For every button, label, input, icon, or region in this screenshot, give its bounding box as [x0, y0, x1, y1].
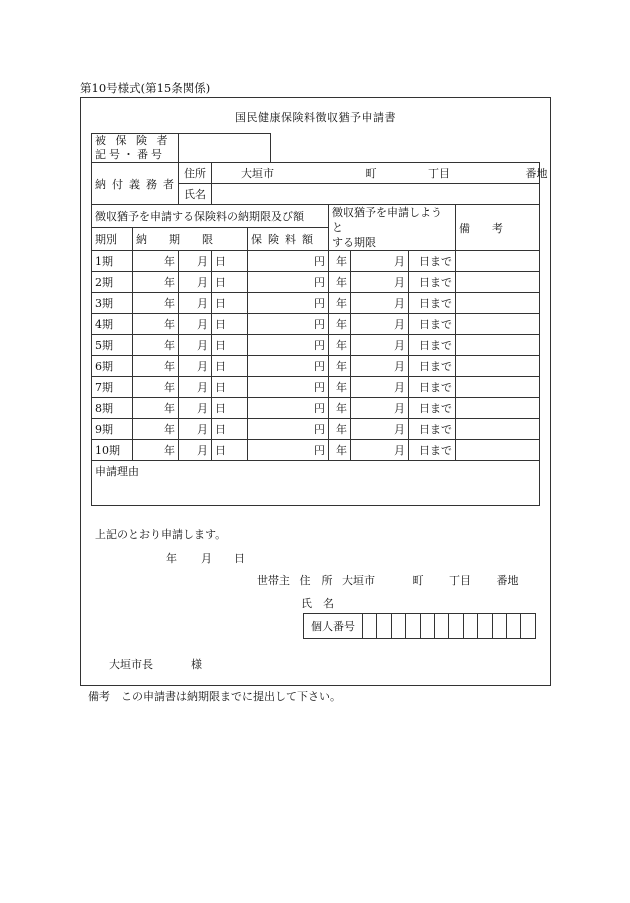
- personal-number-digit[interactable]: [507, 614, 521, 639]
- insured-number-label: 被 保 険 者 記号・番号: [92, 134, 179, 163]
- period-row: [92, 335, 540, 356]
- remarks-cell[interactable]: [456, 356, 540, 377]
- amount-cell[interactable]: 円: [248, 335, 329, 356]
- householder-label: 世帯主: [257, 574, 290, 587]
- householder-address[interactable]: 世帯主 住 所 大垣市 町 丁目 番地: [257, 574, 519, 587]
- deadline-month[interactable]: 月: [179, 377, 212, 398]
- period-label: 7期: [92, 377, 133, 398]
- period-label: 9期: [92, 419, 133, 440]
- deferral-month[interactable]: 月: [351, 398, 409, 419]
- form-number-header: 第10号様式(第15条関係): [80, 81, 211, 95]
- deadline-year[interactable]: 年: [133, 272, 179, 293]
- remarks-cell[interactable]: [456, 419, 540, 440]
- deferral-until[interactable]: 日まで: [409, 356, 456, 377]
- reason-field[interactable]: [92, 461, 540, 506]
- addressee: 大垣市長 様: [109, 658, 202, 671]
- application-table: [91, 133, 548, 506]
- deadline-day[interactable]: 日: [212, 440, 248, 461]
- deferral-until[interactable]: 日まで: [409, 419, 456, 440]
- amount-header: 保険料額: [248, 228, 329, 251]
- deferral-until[interactable]: 日まで: [409, 335, 456, 356]
- period-row: [92, 251, 540, 272]
- period-label: 2期: [92, 272, 133, 293]
- deadline-year[interactable]: 年: [133, 314, 179, 335]
- deferral-month[interactable]: 月: [351, 419, 409, 440]
- deferral-year[interactable]: 年: [329, 272, 351, 293]
- deferral-year[interactable]: 年: [329, 377, 351, 398]
- deadline-day[interactable]: 日: [212, 293, 248, 314]
- remarks-note: 備考 この申請書は納期限までに提出して下さい。: [88, 690, 341, 703]
- personal-number-digit[interactable]: [377, 614, 391, 639]
- period-label: 4期: [92, 314, 133, 335]
- remarks-cell[interactable]: [456, 251, 540, 272]
- deferral-until[interactable]: 日まで: [409, 377, 456, 398]
- deadline-month[interactable]: 月: [179, 272, 212, 293]
- deferral-month[interactable]: 月: [351, 314, 409, 335]
- deadline-day[interactable]: 日: [212, 272, 248, 293]
- deadline-year[interactable]: 年: [133, 440, 179, 461]
- remarks-cell[interactable]: [456, 398, 540, 419]
- deferral-until[interactable]: 日まで: [409, 440, 456, 461]
- amount-cell[interactable]: 円: [248, 314, 329, 335]
- deadline-day[interactable]: 日: [212, 335, 248, 356]
- remarks-cell[interactable]: [456, 377, 540, 398]
- period-row: [92, 398, 540, 419]
- remarks-cell[interactable]: [456, 314, 540, 335]
- deferral-month[interactable]: 月: [351, 377, 409, 398]
- period-row: [92, 314, 540, 335]
- deferral-year[interactable]: 年: [329, 356, 351, 377]
- householder-name-label: 氏 名: [301, 597, 334, 610]
- period-row: [92, 293, 540, 314]
- deadline-month[interactable]: 月: [179, 419, 212, 440]
- form-title: 国民健康保険料徴収猶予申請書: [235, 111, 396, 124]
- deadline-year[interactable]: 年: [133, 377, 179, 398]
- deferral-year[interactable]: 年: [329, 251, 351, 272]
- deferral-until[interactable]: 日まで: [409, 293, 456, 314]
- deadline-month[interactable]: 月: [179, 398, 212, 419]
- period-row: [92, 440, 540, 461]
- period-row: [92, 377, 540, 398]
- deferral-month[interactable]: 月: [351, 272, 409, 293]
- period-row: [92, 419, 540, 440]
- deadline-day[interactable]: 日: [212, 356, 248, 377]
- deferral-year[interactable]: 年: [329, 440, 351, 461]
- amount-cell[interactable]: 円: [248, 419, 329, 440]
- deferral-until[interactable]: 日まで: [409, 251, 456, 272]
- remarks-cell[interactable]: [456, 293, 540, 314]
- deadline-year[interactable]: 年: [133, 398, 179, 419]
- deferral-until[interactable]: 日まで: [409, 398, 456, 419]
- deadline-day[interactable]: 日: [212, 419, 248, 440]
- deadline-day[interactable]: 日: [212, 398, 248, 419]
- deadline-month[interactable]: 月: [179, 356, 212, 377]
- insured-number-field[interactable]: [179, 134, 271, 163]
- address-field[interactable]: 大垣市 町 丁目 番地: [212, 163, 540, 184]
- amount-cell[interactable]: 円: [248, 251, 329, 272]
- remarks-header: 備 考: [456, 205, 540, 251]
- deferral-month[interactable]: 月: [351, 293, 409, 314]
- deferral-month[interactable]: 月: [351, 335, 409, 356]
- personal-number-digit[interactable]: [521, 614, 536, 639]
- deferral-until[interactable]: 日まで: [409, 272, 456, 293]
- name-label: 氏名: [179, 184, 212, 205]
- personal-number-digit[interactable]: [478, 614, 492, 639]
- deferral-header: 徴収猶予を申請しようと する期限: [329, 205, 456, 251]
- deadline-month[interactable]: 月: [179, 314, 212, 335]
- payer-label: 納付義務者: [92, 163, 179, 205]
- name-field[interactable]: [212, 184, 540, 205]
- deadline-year[interactable]: 年: [133, 335, 179, 356]
- personal-number-box: [303, 613, 536, 639]
- amount-cell[interactable]: 円: [248, 440, 329, 461]
- period-label: 1期: [92, 251, 133, 272]
- deadline-day[interactable]: 日: [212, 377, 248, 398]
- payment-group-header: 徴収猶予を申請する保険料の納期限及び額: [92, 205, 329, 228]
- personal-number-digit[interactable]: [463, 614, 477, 639]
- personal-number-digit[interactable]: [449, 614, 463, 639]
- deadline-year[interactable]: 年: [133, 356, 179, 377]
- deadline-header: 納 期 限: [133, 228, 248, 251]
- deferral-month[interactable]: 月: [351, 356, 409, 377]
- amount-cell[interactable]: 円: [248, 398, 329, 419]
- deferral-year[interactable]: 年: [329, 314, 351, 335]
- deadline-year[interactable]: 年: [133, 419, 179, 440]
- period-label: 10期: [92, 440, 133, 461]
- period-label: 8期: [92, 398, 133, 419]
- personal-number-digit[interactable]: [363, 614, 377, 639]
- deferral-year[interactable]: 年: [329, 335, 351, 356]
- period-row: [92, 272, 540, 293]
- personal-number-label: 個人番号: [304, 614, 363, 639]
- amount-cell[interactable]: 円: [248, 272, 329, 293]
- application-date[interactable]: 年 月 日: [166, 552, 245, 565]
- amount-cell[interactable]: 円: [248, 377, 329, 398]
- deferral-year[interactable]: 年: [329, 419, 351, 440]
- reason-label: 申請理由: [95, 465, 139, 478]
- deadline-month[interactable]: 月: [179, 335, 212, 356]
- period-row: [92, 356, 540, 377]
- amount-cell[interactable]: 円: [248, 293, 329, 314]
- deadline-year[interactable]: 年: [133, 251, 179, 272]
- deferral-year[interactable]: 年: [329, 293, 351, 314]
- personal-number-digit[interactable]: [391, 614, 405, 639]
- deferral-month[interactable]: 月: [351, 440, 409, 461]
- application-form: [80, 97, 551, 686]
- statement: 上記のとおり申請します。: [95, 528, 227, 541]
- period-header: 期別: [92, 228, 133, 251]
- deadline-month[interactable]: 月: [179, 293, 212, 314]
- remarks-cell[interactable]: [456, 272, 540, 293]
- period-label: 5期: [92, 335, 133, 356]
- deferral-month[interactable]: 月: [351, 251, 409, 272]
- personal-number-digit[interactable]: [492, 614, 506, 639]
- address-label: 住所: [179, 163, 212, 184]
- deadline-month[interactable]: 月: [179, 440, 212, 461]
- remarks-cell[interactable]: [456, 440, 540, 461]
- personal-number-digit[interactable]: [406, 614, 420, 639]
- deferral-until[interactable]: 日まで: [409, 314, 456, 335]
- period-label: 3期: [92, 293, 133, 314]
- deferral-year[interactable]: 年: [329, 398, 351, 419]
- deadline-year[interactable]: 年: [133, 293, 179, 314]
- personal-number-digit[interactable]: [420, 614, 434, 639]
- period-label: 6期: [92, 356, 133, 377]
- amount-cell[interactable]: 円: [248, 356, 329, 377]
- personal-number-digit[interactable]: [435, 614, 449, 639]
- remarks-cell[interactable]: [456, 335, 540, 356]
- deadline-month[interactable]: 月: [179, 251, 212, 272]
- deadline-day[interactable]: 日: [212, 314, 248, 335]
- deadline-day[interactable]: 日: [212, 251, 248, 272]
